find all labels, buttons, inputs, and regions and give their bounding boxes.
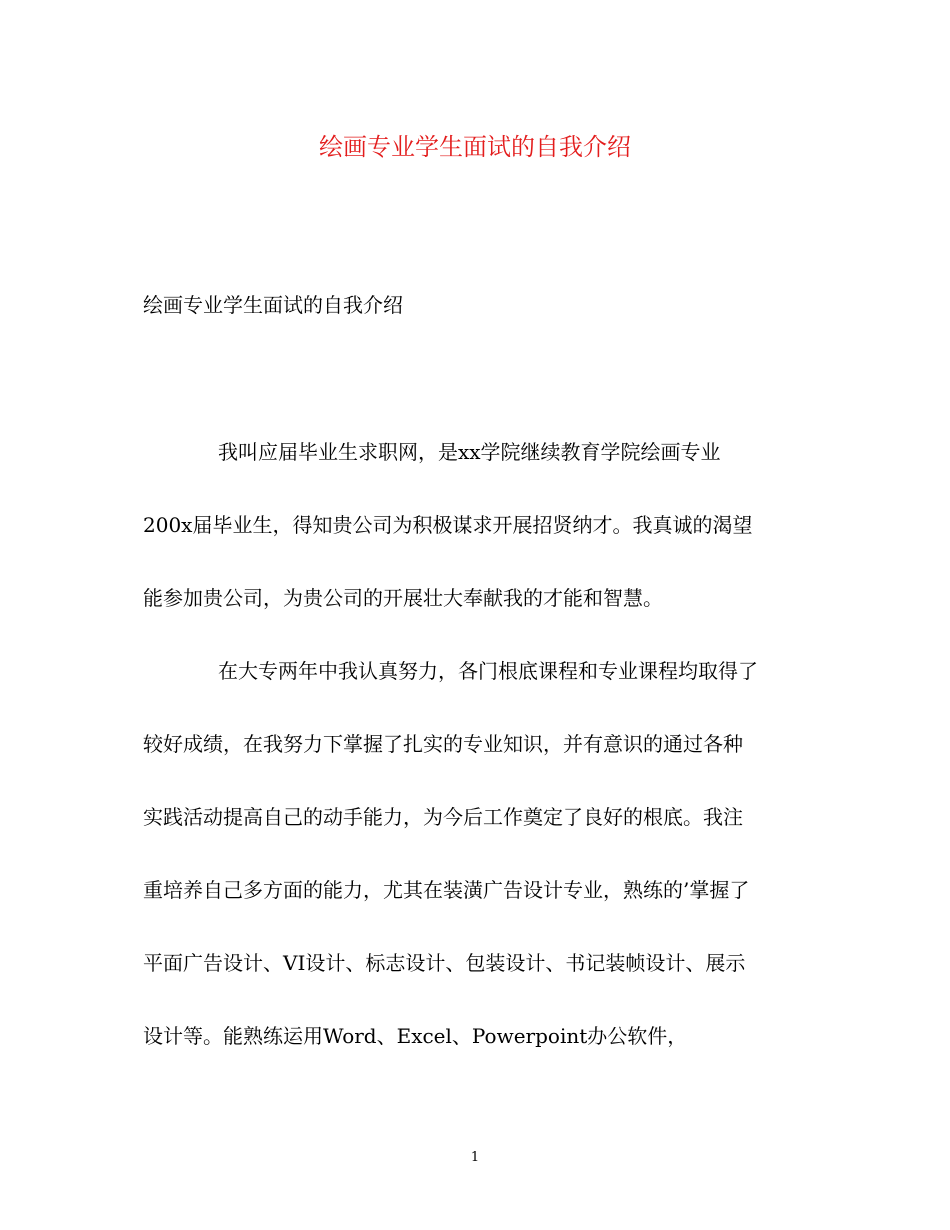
body-line-7: 重培养自己多方面的能力，尤其在装潢广告设计专业，熟练的’掌握了: [143, 878, 750, 902]
document-subtitle: 绘画专业学生面试的自我介绍: [143, 293, 403, 317]
document-title: 绘画专业学生面试的自我介绍: [319, 133, 631, 161]
body-line-2: 200x届毕业生，得知贵公司为积极谋求开展招贤纳才。我真诚的渴望: [143, 513, 753, 537]
body-line-4: 在大专两年中我认真努力，各门根底课程和专业课程均取得了: [218, 659, 758, 683]
body-line-1: 我叫应届毕业生求职网，是xx学院继续教育学院绘画专业: [218, 440, 721, 464]
body-line-6: 实践活动提高自己的动手能力，为今后工作奠定了良好的根底。我注: [143, 805, 743, 829]
page-number: 1: [470, 1150, 480, 1165]
body-line-5: 较好成绩，在我努力下掌握了扎实的专业知识，并有意识的通过各种: [143, 732, 743, 756]
body-line-9: 设计等。能熟练运用Word、Excel、Powerpoint办公软件，: [143, 1024, 688, 1048]
body-line-3: 能参加贵公司，为贵公司的开展壮大奉献我的才能和智慧。: [143, 586, 663, 610]
body-line-8: 平面广告设计、VI设计、标志设计、包装设计、书记装帧设计、展示: [143, 951, 746, 975]
